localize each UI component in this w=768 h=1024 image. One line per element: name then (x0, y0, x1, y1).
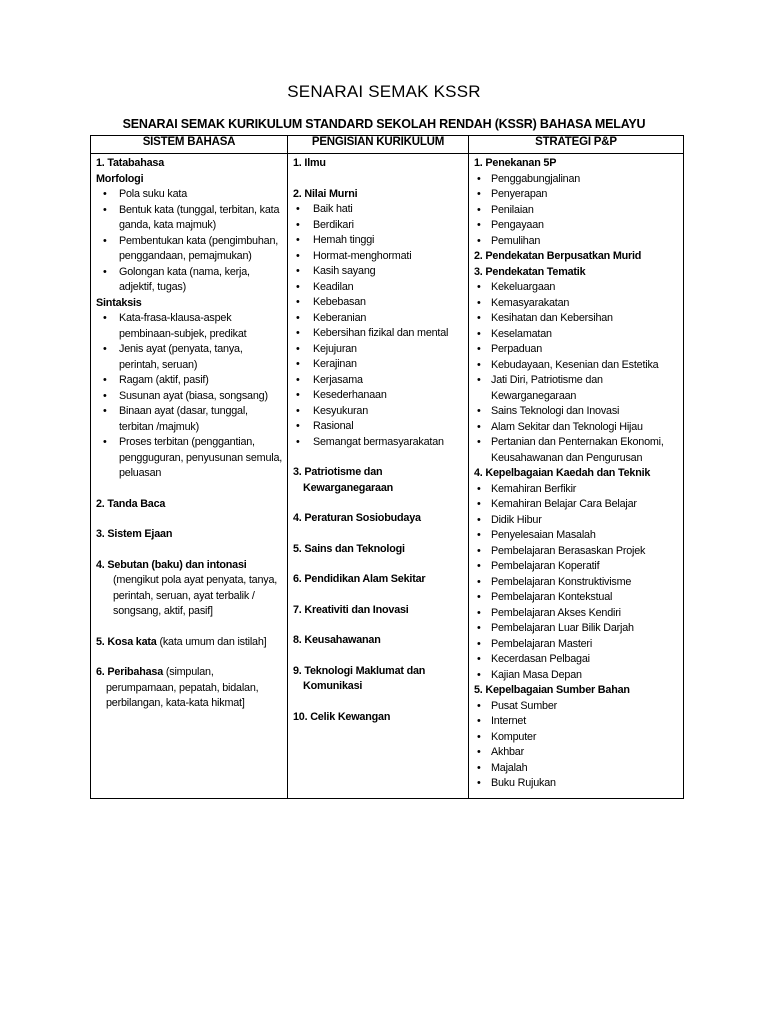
kosa-kata-detail: (kata umum dan istilah] (159, 635, 267, 648)
list-item: • Rasional (293, 419, 464, 435)
list-item: • Kejujuran (293, 342, 464, 358)
sumber-bahan-list (474, 699, 679, 792)
list-item: • Kemahiran Berfikir (474, 482, 679, 498)
list-item: • Kebersihan fizikal dan mental (293, 326, 464, 342)
list-item: • Penyelesaian Masalah (474, 528, 679, 544)
list-item: • Kesyukuran (293, 404, 464, 420)
celik-kewangan-heading: 10. Celik Kewangan (293, 710, 391, 723)
list-item: • Hormat-menghormati (293, 249, 464, 265)
list-item: • Komputer (474, 730, 679, 746)
list-item: • Pusat Sumber (474, 699, 679, 715)
page-title: SENARAI SEMAK KSSR (287, 82, 481, 101)
keusahawanan-heading: 8. Keusahawanan (293, 634, 381, 646)
list-item: • Kekeluargaan (474, 280, 679, 296)
list-item: • Internet (474, 714, 679, 730)
list-item: • Keadilan (293, 280, 464, 296)
list-item: • Hemah tinggi (293, 233, 464, 249)
list-item: • Pertanian dan Penternakan Ekonomi, Keusahawanan dan Pengurusan (474, 435, 679, 466)
column-strategi-pp (469, 154, 684, 799)
list-item: • Buku Rujukan (474, 776, 679, 792)
kosa-kata-line (96, 635, 283, 651)
list-item: • Kasih sayang (293, 264, 464, 280)
tmk-heading: 9. Teknologi Maklumat dan Komunikasi (293, 664, 426, 692)
header-sistem-bahasa: SISTEM BAHASA (91, 136, 288, 154)
list-item: • Kebebasan (293, 295, 464, 311)
sebutan-heading: 4. Sebutan (baku) dan intonasi (96, 558, 247, 571)
column-sistem-bahasa (91, 154, 288, 799)
tatabahasa-heading: 1. Tatabahasa (96, 157, 165, 169)
list-item: • Kesihatan dan Kebersihan (474, 311, 679, 327)
page-subtitle: SENARAI SEMAK KURIKULUM STANDARD SEKOLAH RENDAH (KSSR) BAHASA MELAYU (122, 117, 646, 131)
list-item: • Kerjasama (293, 373, 464, 389)
list-item: • Golongan kata (nama, kerja, adjektif, tugas) (96, 265, 283, 296)
list-item: • Proses terbitan (penggantian, pengguguran, penyusunan semula, peluasan (96, 435, 283, 482)
penekanan-5p-heading: 1. Penekanan 5P (474, 157, 557, 169)
sebutan-detail: (mengikut pola ayat penyata, tanya, perintah, seruan, ayat terbalik / songsang, aktif, pasif] (113, 574, 278, 617)
list-item: • Didik Hibur (474, 513, 679, 529)
list-item: • Kata-frasa-klausa-aspek pembinaan-subjek, predikat (96, 311, 283, 342)
list-item: • Pembelajaran Kontekstual (474, 590, 679, 606)
header-pengisian-kurikulum: PENGISIAN KURIKULUM (288, 136, 469, 154)
list-item: • Kebudayaan, Kesenian dan Estetika (474, 358, 679, 374)
list-item: • Semangat bermasyarakatan (293, 435, 464, 451)
list-item: • Alam Sekitar dan Teknologi Hijau (474, 420, 679, 436)
list-item: • Bentuk kata (tunggal, terbitan, kata ganda, kata majmuk) (96, 203, 283, 234)
sintaksis-heading: Sintaksis (96, 296, 142, 309)
list-item: • Pembelajaran Berasaskan Projek (474, 544, 679, 560)
list-item: • Penilaian (474, 203, 679, 219)
list-item: • Pembelajaran Luar Bilik Darjah (474, 621, 679, 637)
list-item: • Perpaduan (474, 342, 679, 358)
list-item: • Ragam (aktif, pasif) (96, 373, 283, 389)
kepelbagaian-kaedah-heading: 4. Kepelbagaian Kaedah dan Teknik (474, 467, 651, 479)
content-row (91, 154, 684, 799)
kaedah-list (474, 482, 679, 684)
ilmu-heading: 1. Ilmu (293, 157, 326, 169)
list-item: • Keselamatan (474, 327, 679, 343)
morfologi-heading: Morfologi (96, 172, 144, 185)
list-item: • Penggabungjalinan (474, 172, 679, 188)
patriotisme-heading: 3. Patriotisme dan Kewarganegaraan (293, 466, 394, 494)
sumber-bahan-heading: 5. Kepelbagaian Sumber Bahan (474, 684, 630, 696)
list-item: • Jati Diri, Patriotisme dan Kewarganegaraan (474, 373, 679, 404)
list-item: • Binaan ayat (dasar, tunggal, terbitan /majmuk) (96, 404, 283, 435)
list-item: • Penyerapan (474, 187, 679, 203)
list-item: • Akhbar (474, 745, 679, 761)
list-item: • Pembelajaran Konstruktivisme (474, 575, 679, 591)
list-item: • Pembelajaran Masteri (474, 637, 679, 653)
list-item: • Jenis ayat (penyata, tanya, perintah, seruan) (96, 342, 283, 373)
list-item: • Pengayaan (474, 218, 679, 234)
nilai-murni-list (293, 202, 464, 450)
nilai-murni-heading: 2. Nilai Murni (293, 187, 358, 200)
tanda-baca-heading: 2. Tanda Baca (96, 497, 166, 510)
berpusatkan-murid-heading: 2. Pendekatan Berpusatkan Murid (474, 250, 642, 262)
list-item: • Pembentukan kata (pengimbuhan, penggandaan, pemajmukan) (96, 234, 283, 265)
list-item: • Kesederhanaan (293, 388, 464, 404)
list-item: • Kecerdasan Pelbagai (474, 652, 679, 668)
list-item: • Kerajinan (293, 357, 464, 373)
kosa-kata-heading: 5. Kosa kata (96, 635, 157, 648)
peribahasa-line (96, 665, 283, 712)
list-item: • Pola suku kata (96, 187, 283, 203)
peraturan-heading: 4. Peraturan Sosiobudaya (293, 512, 421, 524)
list-item: • Kemahiran Belajar Cara Belajar (474, 497, 679, 513)
column-pengisian-kurikulum (288, 154, 469, 799)
list-item: • Keberanian (293, 311, 464, 327)
list-item: • Susunan ayat (biasa, songsang) (96, 389, 283, 405)
header-row (91, 136, 684, 154)
sains-teknologi-heading: 5. Sains dan Teknologi (293, 542, 405, 555)
list-item: • Majalah (474, 761, 679, 777)
sintaksis-list (96, 311, 283, 482)
list-item: • Pembelajaran Akses Kendiri (474, 606, 679, 622)
list-item: • Pemulihan (474, 234, 679, 250)
peribahasa-heading: 6. Peribahasa (96, 666, 164, 678)
kreativiti-heading: 7. Kreativiti dan Inovasi (293, 603, 409, 616)
list-item: • Berdikari (293, 218, 464, 234)
peribahasa-detail: (simpulan, perumpamaan, pepatah, bidalan, perbilangan, kata-kata hikmat] (106, 666, 259, 709)
tematik-heading: 3. Pendekatan Tematik (474, 265, 586, 278)
list-item: • Sains Teknologi dan Inovasi (474, 404, 679, 420)
morfologi-list (96, 187, 283, 296)
tematik-list (474, 280, 679, 466)
list-item: • Kemasyarakatan (474, 296, 679, 312)
list-item: • Baik hati (293, 202, 464, 218)
penekanan-5p-list (474, 172, 679, 250)
sistem-ejaan-heading: 3. Sistem Ejaan (96, 528, 173, 540)
checklist-table (90, 135, 684, 799)
header-strategi-pp: STRATEGI P&P (469, 136, 684, 154)
list-item: • Pembelajaran Koperatif (474, 559, 679, 575)
alam-sekitar-heading: 6. Pendidikan Alam Sekitar (293, 573, 426, 585)
list-item: • Kajian Masa Depan (474, 668, 679, 684)
